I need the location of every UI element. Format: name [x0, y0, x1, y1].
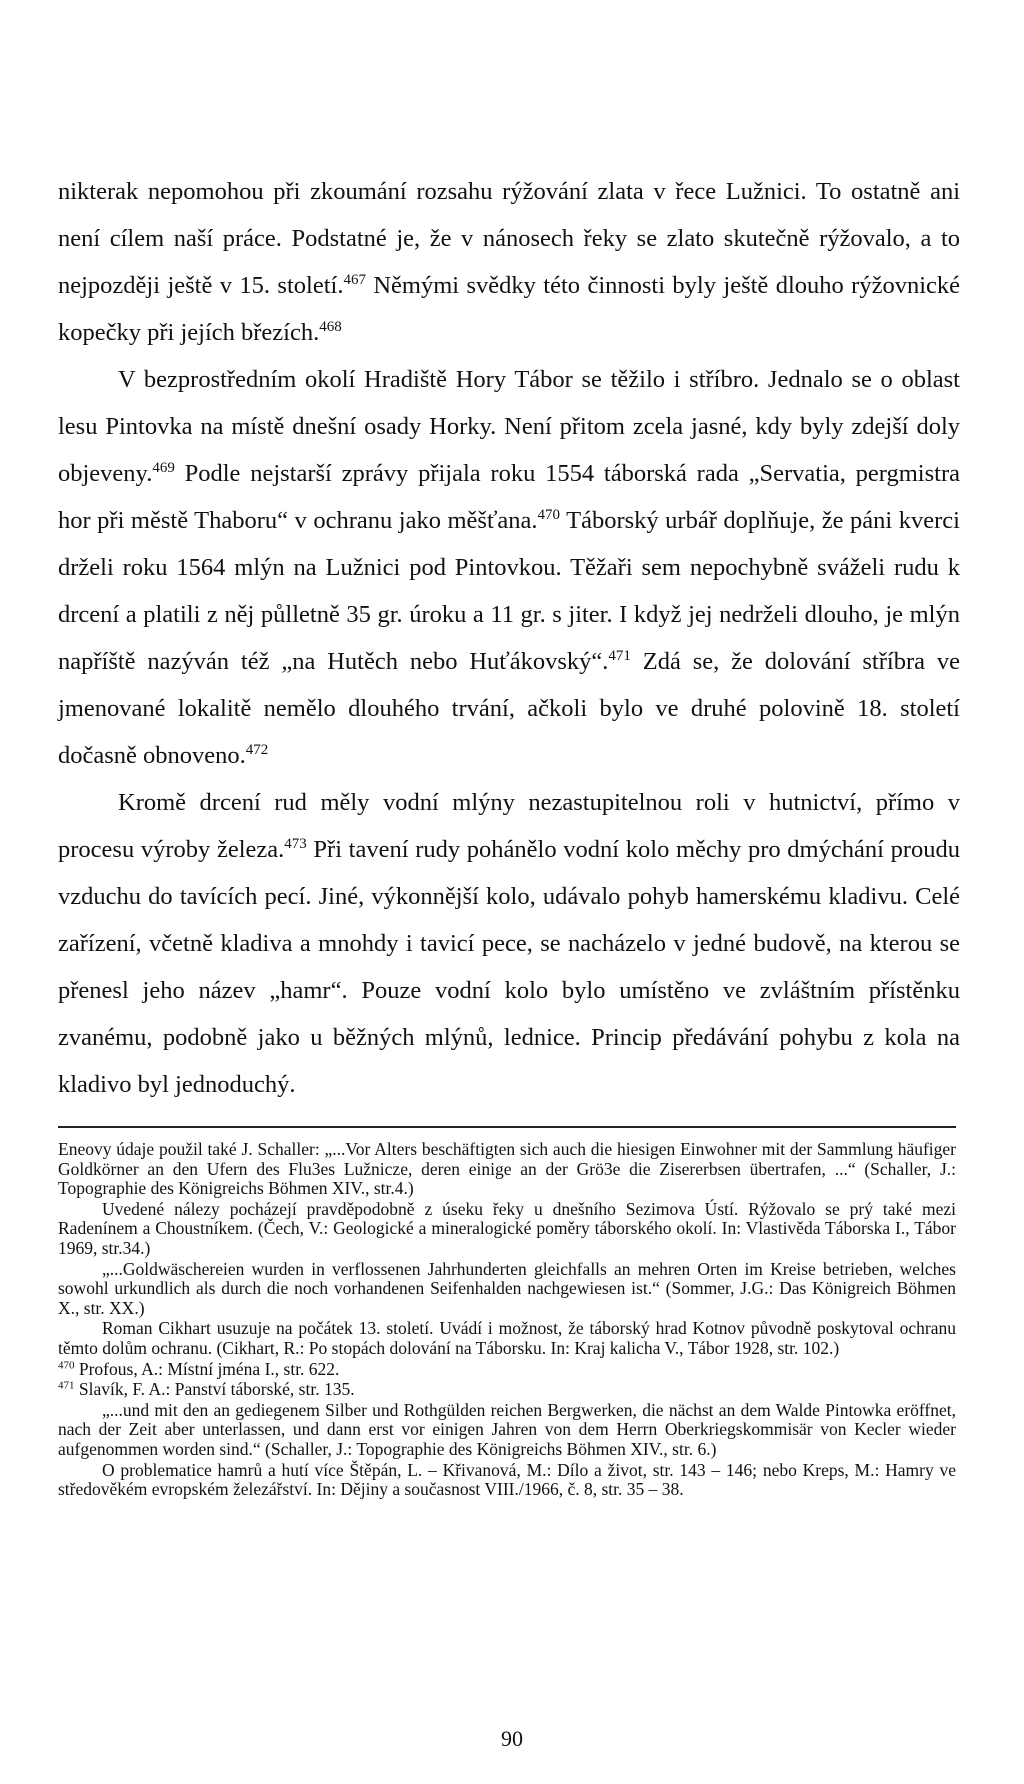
- footnote-2: Uvedené nálezy pocházejí pravděpodobně z úseku řeky u dnešního Sezimova Ústí. Rýžovalo se prý také mezi Radenínem a Choustníkem. (Čech, V.: Geologické a mineralogické poměry táborského okolí. In: Vlastivěda Táborska I., Tábor 1969, str.34.): [58, 1198, 956, 1258]
- paragraph-3: [58, 779, 960, 1108]
- footnote-ref-469: 469: [152, 460, 175, 476]
- footnote-number-471: 471: [58, 1379, 75, 1392]
- footnote-470-text: Profous, A.: Místní jména I., str. 622.: [74, 1358, 340, 1379]
- paragraph-2-text-1: V bezprostředním okolí Hradiště Hory Tábor se těžilo i stříbro. Jednalo se o oblast lesu Pintovka na místě dnešní osady Horky. Není přitom zcela jasné, kdy byly zdejší doly objeveny.: [58, 366, 960, 487]
- footnote-ref-468: 468: [319, 319, 342, 335]
- footnote-8: O problematice hamrů a hutí více Štěpán, L. – Křivanová, M.: Dílo a život, str. 143 – 146; nebo Kreps, M.: Hamry ve středověkém evropském železářství. In: Dějiny a současnost VIII./1966, č. 8, str. 35 – 38.: [58, 1459, 956, 1500]
- footnote-ref-473: 473: [284, 836, 307, 852]
- paragraph-2-text-2: Podle nejstarší zprávy přijala roku 1554 táborská rada „Servatia, pergmistra hor při městě Thaboru“ v ochranu jako měšťana.: [58, 460, 960, 534]
- footnote-separator: [58, 1126, 956, 1128]
- main-text: [58, 168, 960, 1108]
- page-number: 90: [501, 1726, 523, 1751]
- paragraph-1: [58, 168, 960, 356]
- paragraph-2: [58, 356, 960, 779]
- footnote-ref-470: 470: [537, 507, 561, 523]
- footnote-7: „...und mit den an gediegenem Silber und Rothgülden reichen Bergwerken, die nächst an dem Walde Pintowka eröffnet, nach der Zeit aber unterlassen, und dann erst vor einigen Jahren von dem Herrn Oberkriegskommisär von Kecler wieder aufgenommen worden sind.“ (Schaller, J.: Topographie des Königreichs Böhmen XIV., str. 6.): [58, 1399, 956, 1459]
- footnote-3: „...Goldwäschereien wurden in verflossenen Jahrhunderten gleichfalls an mehren Orten im Kreise betrieben, welches sowohl urkundlich als durch die noch vorhandenen Seifenhalden nachgewiesen ist.“ (Sommer, J.G.: Das Königreich Böhmen X., str. XX.): [58, 1258, 956, 1318]
- footnotes: [58, 1140, 956, 1501]
- footnote-4: Roman Cikhart usuzuje na počátek 13. století. Uvádí i možnost, že táborský hrad Kotnov původně poskytoval ochranu těmto dolům ochranu. (Cikhart, R.: Po stopách dolování na Táborsku. In: Kraj kalicha V., Tábor 1928, str. 102.): [58, 1318, 956, 1358]
- footnote-number-470: 470: [58, 1358, 75, 1371]
- footnote-471: [58, 1380, 956, 1400]
- footnote-1: Eneovy údaje použil také J. Schaller: „...Vor Alters beschäftigten sich auch die hiesigen Einwohner mit der Sammlung häufiger Goldkörner an den Ufern des Flu3es Lužnicze, deren einige an der Grö3e die Zisererbsen übertrafen, ...“ (Schaller, J.: Topographie des Königreichs Böhmen XIV., str.4.): [58, 1139, 956, 1199]
- footnote-ref-467: 467: [343, 272, 366, 288]
- paragraph-1-text-2: Němými svědky této činnosti byly ještě dlouho rýžovnické kopečky při jejích březích.: [58, 272, 960, 346]
- footnote-ref-471: 471: [608, 648, 631, 664]
- footnote-ref-472: 472: [245, 742, 269, 758]
- paragraph-3-text-2: Při tavení rudy pohánělo vodní kolo měchy pro dmýchání proudu vzduchu do tavících pecí. Jiné, výkonnější kolo, udávalo pohyb hamerskému kladivu. Celé zařízení, včetně kladiva a mnohdy i tavicí pece, se nacházelo v jedné budově, na kterou se přenesl jeho název „hamr“. Pouze vodní kolo bylo umístěno ve zvláštním přístěnku zvanému, podobně jako u běžných mlýnů, lednice. Princip předávání pohybu z kola na kladivo byl jednoduchý.: [58, 836, 960, 1098]
- footnote-471-text: Slavík, F. A.: Panství táborské, str. 135.: [74, 1379, 355, 1400]
- paragraph-2-text-3: Táborský urbář doplňuje, že páni kverci drželi roku 1564 mlýn na Lužnici pod Pintovkou. Těžaři sem nepochybně sváželi rudu k drcení a platili z něj půlletně 35 gr. úroku a 11 gr. s jiter. I když jej nedrželi dlouho, je mlýn napříště nazýván též „na Hutěch nebo Huťákovský“.: [58, 507, 960, 675]
- footnote-470: [58, 1360, 956, 1380]
- paragraph-2-text-4: Zdá se, že dolování stříbra ve jmenované lokalitě nemělo dlouhého trvání, ačkoli bylo ve druhé polovině 18. století dočasně obnoveno.: [58, 648, 960, 769]
- paragraph-3-text-1: Kromě drcení rud měly vodní mlýny nezastupitelnou roli v hutnictví, přímo v procesu výroby železa.: [58, 789, 960, 863]
- paragraph-1-text-1: nikterak nepomohou při zkoumání rozsahu rýžování zlata v řece Lužnici. To ostatně ani není cílem naší práce. Podstatné je, že v nánosech řeky se zlato skutečně rýžovalo, a to nejpozději ještě v 15. století.: [58, 178, 960, 299]
